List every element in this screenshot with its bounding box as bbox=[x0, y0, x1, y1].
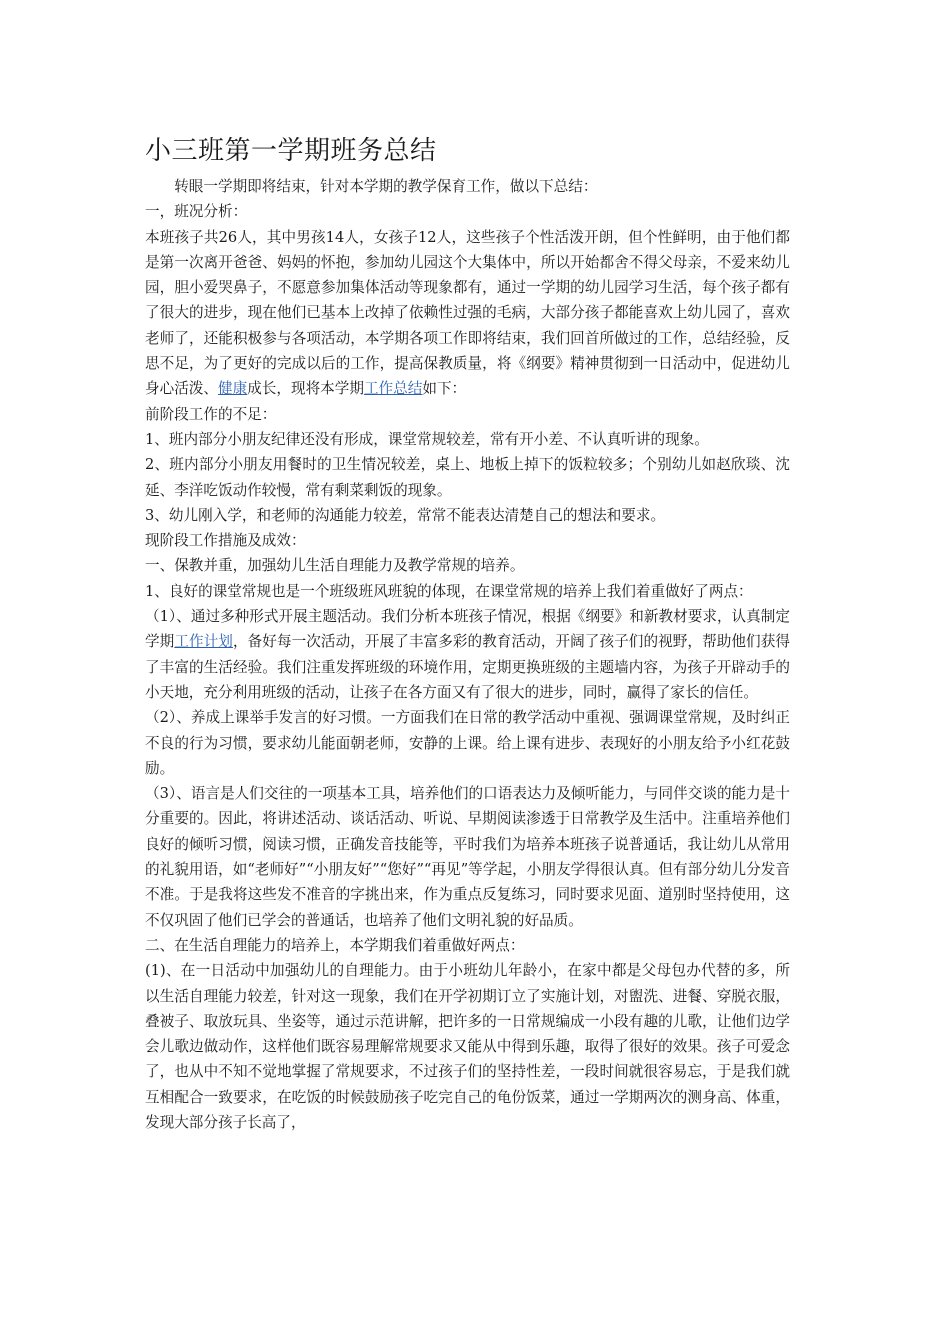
class-analysis-text-3: 如下： bbox=[422, 380, 467, 398]
measures-item-1a-text-2: ，备好每一次活动，开展了丰富多彩的教育活动，开阔了孩子们的视野，帮助他们获得了丰富的生活经验。我们注重发挥班级的环境作用，定期更换班级的主题墙内容，为孩子开辟动手的小天地，充分利用班级的活动，让孩子在各方面又有了很大的进步，同时，赢得了家长的信任。 bbox=[145, 633, 790, 701]
measures-heading-1: 一、保教并重，加强幼儿生活自理能力及教学常规的培养。 bbox=[145, 557, 525, 575]
section-heading-measures: 现阶段工作措施及成效： bbox=[145, 532, 306, 550]
page-title: 小三班第一学期班务总结 bbox=[145, 136, 437, 166]
link-work-plan[interactable]: 工作计划 bbox=[174, 633, 233, 651]
link-health[interactable]: 健康 bbox=[217, 380, 248, 398]
section-heading-class-analysis: 一，班况分析： bbox=[145, 203, 248, 221]
measures-item-1: 1、良好的课堂常规也是一个班级班风班貌的体现，在课堂常规的培养上我们着重做好了两点： bbox=[145, 582, 753, 600]
document-body bbox=[145, 174, 790, 1135]
measures-item-1a-text: （1）、通过多种形式开展主题活动。我们分析本班孩子情况，根据《纲要》和新教材要求，认真制定学期 bbox=[145, 608, 790, 651]
document-page bbox=[145, 131, 790, 1135]
shortfall-item-1: 1、班内部分小朋友纪律还没有形成，课堂常规较差，常有开小差、不认真听讲的现象。 bbox=[145, 430, 709, 448]
measures-item-1b: （2）、养成上课举手发言的好习惯。一方面我们在日常的教学活动中重视、强调课堂常规，及时纠正不良的行为习惯，要求幼儿能面朝老师，安静的上课。给上课有进步、表现好的小朋友给予小红花鼓励。 bbox=[145, 709, 790, 777]
link-work-summary[interactable]: 工作总结 bbox=[363, 380, 423, 398]
measures-item-1a bbox=[145, 604, 790, 705]
class-analysis-paragraph bbox=[145, 225, 790, 402]
measures-heading-2: 二、在生活自理能力的培养上，本学期我们着重做好两点： bbox=[145, 936, 525, 954]
measures-item-2-1: (1)、在一日活动中加强幼儿的自理能力。由于小班幼儿年龄小，在家中都是父母包办代替的多，所以生活自理能力较差，针对这一现象，我们在开学初期订立了实施计划，对盥洗、进餐、穿脱衣服，叠被子、取放玩具、坐姿等，通过示范讲解，把许多的一日常规编成一小段有趣的儿歌，让他们边学会儿歌边做动作，这样他们既容易理解常规要求又能从中得到乐趣，取得了很好的效果。孩子可爱念了，也从中不知不觉地掌握了常规要求，不过孩子们的坚持性差，一段时间就很容易忘，于是我们就互相配合一致要求，在吃饭的时候鼓励孩子吃完自己的龟份饭菜，通过一学期两次的测身高、体重，发现大部分孩子长高了， bbox=[145, 962, 790, 1131]
shortfall-item-3: 3、幼儿刚入学，和老师的沟通能力较差，常常不能表达清楚自己的想法和要求。 bbox=[145, 506, 666, 524]
section-heading-shortfalls: 前阶段工作的不足： bbox=[145, 405, 277, 423]
shortfall-item-2: 2、班内部分小朋友用餐时的卫生情况较差，桌上、地板上掉下的饭粒较多；个别幼儿如赵欣琰、沈延、李洋吃饭动作较慢，常有剩菜剩饭的现象。 bbox=[145, 456, 790, 499]
measures-item-1c: （3）、语言是人们交往的一项基本工具，培养他们的口语表达力及倾听能力，与同伴交谈的能力是十分重要的。因此，将讲述活动、谈话活动、听说、早期阅读渗透于日常教学及生活中。注重培养他们良好的倾听习惯，阅读习惯，正确发音技能等，平时我们为培养本班孩子说普通话，我让幼儿从常用的礼貌用语，如“老师好”“小朋友好”“您好”“再见”等学起，小朋友学得很认真。但有部分幼儿分发音不准。于是我将这些发不准音的字挑出来，作为重点反复练习，同时要求见面、道别时坚持使用，这不仅巩固了他们已学会的普通话，也培养了他们文明礼貌的好品质。 bbox=[145, 785, 790, 929]
class-analysis-text: 本班孩子共26人，其中男孩14人，女孩子12人，这些孩子个性活泼开朗，但个性鲜明，由于他们都是第一次离开爸爸、妈妈的怀抱，参加幼儿园这个大集体中，所以开始都舍不得父母亲，不爱来幼儿园，胆小爱哭鼻子，不愿意参加集体活动等现象都有，通过一学期的幼儿园学习生活，每个孩子都有了很大的进步，现在他们已基本上改掉了依赖性过强的毛病，大部分孩子都能喜欢上幼儿园了，喜欢老师了，还能积极参与各项活动，本学期各项工作即将结束，我们回首所做过的工作，总结经验，反思不足，为了更好的完成以后的工作，提高保教质量，将《纲要》精神贯彻到一日活动中，促进幼儿身心活泼、 bbox=[145, 228, 790, 398]
class-analysis-text-2: 成长，现将本学期 bbox=[247, 380, 364, 398]
intro-paragraph: 转眼一学期即将结束，针对本学期的教学保育工作，做以下总结： bbox=[174, 178, 598, 195]
